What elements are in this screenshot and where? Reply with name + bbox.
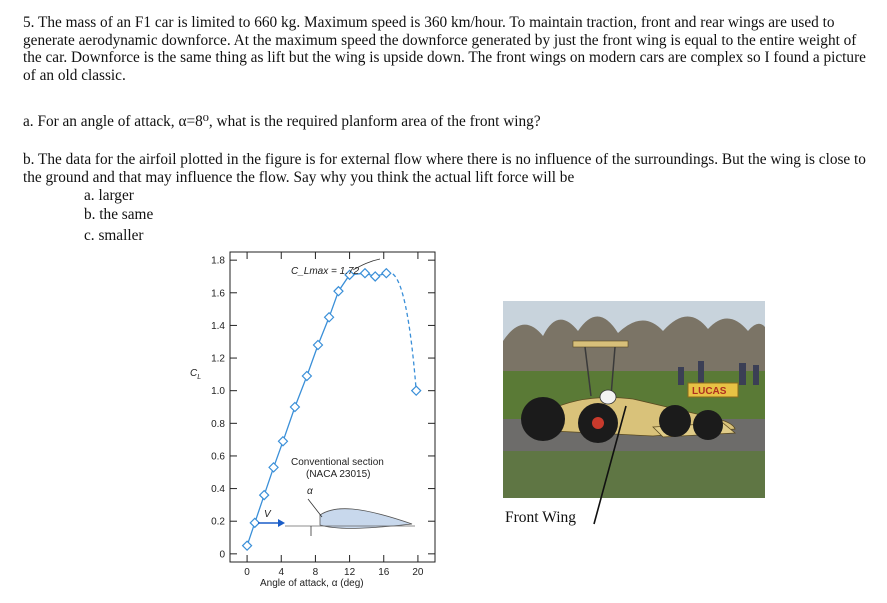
- data-point: [269, 463, 278, 472]
- data-point: [260, 491, 269, 500]
- front-wheel-left: [659, 405, 691, 437]
- section-label-line1: Conventional section: [291, 457, 384, 468]
- data-point: [360, 269, 369, 278]
- option-smaller: c. smaller: [84, 227, 144, 244]
- data-point: [278, 437, 287, 446]
- y-tick-label: 0.8: [211, 418, 225, 430]
- y-tick-label: 1.0: [211, 386, 225, 398]
- velocity-arrowhead: [278, 519, 285, 527]
- x-axis-ticks: [244, 252, 424, 578]
- pointer-line: [594, 406, 626, 524]
- velocity-label: V: [264, 509, 271, 520]
- y-tick-label: 1.6: [211, 288, 225, 300]
- y-tick-label: 1.2: [211, 353, 225, 365]
- stall-dashed-line: [386, 273, 416, 391]
- rear-wheel-left: [521, 397, 565, 441]
- option-larger: a. larger: [84, 187, 134, 204]
- alpha-label: α: [307, 486, 313, 497]
- lift-curve-line: [247, 273, 386, 546]
- rear-wing: [573, 341, 628, 347]
- x-tick-label: 20: [412, 567, 424, 578]
- data-point: [382, 269, 391, 278]
- data-point: [334, 287, 343, 296]
- data-point: [250, 518, 259, 527]
- x-tick-label: 12: [344, 567, 356, 578]
- f1-car-illustration: [503, 301, 765, 498]
- spectator: [698, 361, 704, 383]
- front-wing-caption: Front Wing: [505, 509, 576, 526]
- chord-reference-line: [308, 499, 322, 517]
- x-tick-label: 8: [312, 567, 319, 578]
- spectator: [739, 363, 746, 385]
- spectator: [753, 365, 759, 385]
- lift-coefficient-chart: [190, 240, 450, 590]
- y-tick-label: 1.4: [211, 320, 225, 332]
- y-tick-label: 0.4: [211, 484, 225, 496]
- x-tick-label: 4: [278, 567, 285, 578]
- banner-text: LUCAS: [692, 386, 727, 397]
- data-point: [313, 341, 322, 350]
- data-point: [412, 386, 421, 395]
- lift-curve-series: [243, 269, 421, 550]
- data-point: [302, 372, 311, 381]
- y-axis-label: $C_L$: [190, 368, 202, 381]
- option-same: b. the same: [84, 206, 154, 223]
- clmax-annotation: C_Lmax = 1.72: [291, 266, 360, 277]
- section-label-line2: (NACA 23015): [306, 469, 371, 480]
- f1-car-photo: [503, 301, 765, 498]
- x-axis-label: Angle of attack, α (deg): [260, 578, 364, 589]
- airfoil-shape: [320, 509, 412, 529]
- y-tick-label: 1.8: [211, 255, 225, 267]
- y-tick-label: 0: [219, 549, 225, 561]
- data-point: [325, 313, 334, 322]
- verge: [503, 451, 765, 498]
- airfoil-sketch: [258, 486, 415, 536]
- front-wheel-right: [693, 410, 723, 440]
- x-tick-label: 16: [378, 567, 390, 578]
- problem-statement: 5. The mass of an F1 car is limited to 660 kg. Maximum speed is 360 km/hour. To maintain traction, front and rear wings are used to generate aerodynamic downforce. At the maximum speed the downforce generated by just the front wing is equal to the entire weight of the car. Downforce is the same thing as lift but the wing is upside down. The front wings on modern cars are complex so I found a picture of an old classic.: [23, 14, 866, 84]
- part-a-question: a. For an angle of attack, α=8⁰, what is the required planform area of the front wing?: [23, 113, 541, 130]
- y-tick-label: 0.2: [211, 516, 225, 528]
- part-b-question: b. The data for the airfoil plotted in the figure is for external flow where there is no influence of the surroundings. But the wing is close to the ground and that may influence the flow. Say why you think the actual lift force will be: [23, 151, 866, 186]
- data-point: [371, 272, 380, 281]
- spectator: [678, 367, 684, 385]
- y-axis-label-subscript: L: [197, 374, 202, 381]
- front-wing-pointer: [590, 400, 630, 530]
- x-tick-label: 0: [244, 567, 250, 578]
- data-point: [243, 541, 252, 550]
- data-point: [290, 403, 299, 412]
- y-tick-label: 0.6: [211, 451, 225, 463]
